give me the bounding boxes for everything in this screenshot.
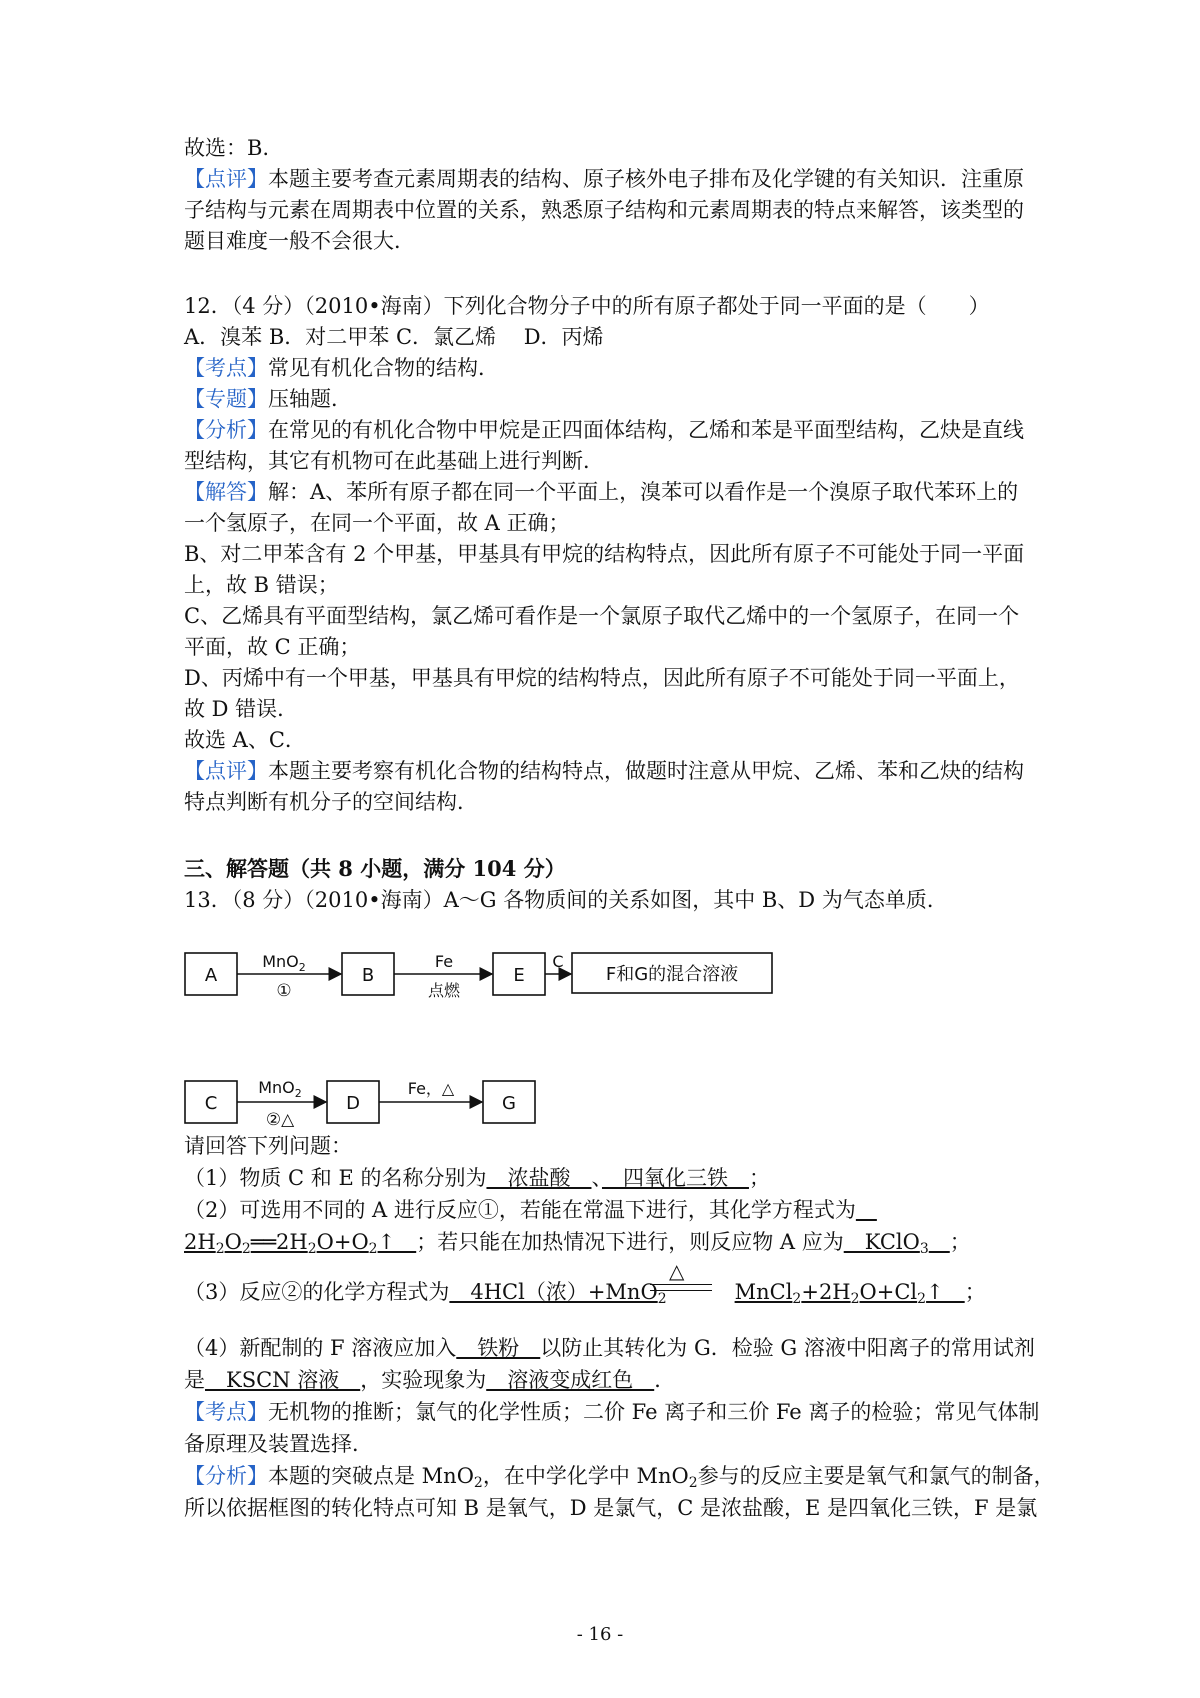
arrow-2-bottom: 点燃 <box>427 981 461 1000</box>
answer-c-name: 浓盐酸 <box>486 1166 592 1190</box>
q12-jieda-line-6: 平面，故 C 正确； <box>184 635 361 659</box>
q12-dianping-text: 本题主要考察有机化合物的结构特点，做题时注意从甲烷、乙烯、苯和乙炔的结构 <box>268 759 1024 783</box>
box-e-label: E <box>513 965 525 986</box>
q11-answer: 故选：B. <box>184 136 270 160</box>
q12-fenxi-line-2: 型结构，其它有机物可在此基础上进行判断． <box>184 449 604 473</box>
q13-part-2-line-2 <box>184 1226 1030 1258</box>
kaodian-tag: 【考点】 <box>184 356 268 380</box>
q12-kaodian <box>184 352 1030 384</box>
box-c-label: C <box>204 1093 218 1114</box>
arrow-4-bottom: ②△ <box>265 1110 295 1130</box>
q13-p2-text: （2）可选用不同的 A 进行反应①，若能在常温下进行，其化学方程式为 <box>184 1198 856 1222</box>
comment-tag: 【点评】 <box>184 167 268 191</box>
answer-a-reactant: KClO$_3$ <box>843 1230 929 1257</box>
q12-zhuanti <box>184 383 1030 415</box>
q13-p3-text: （3）反应②的化学方程式为 <box>184 1280 450 1304</box>
q12-jieda-line-1 <box>184 476 1030 508</box>
q13-kaodian-line-1 <box>184 1396 1040 1428</box>
q13-ask: 请回答下列问题： <box>184 1134 352 1158</box>
q13-p4-text: （4）新配制的 F 溶液应加入 <box>184 1336 457 1360</box>
dianping-tag: 【点评】 <box>184 759 268 783</box>
answer-additive: 铁粉 <box>456 1336 541 1360</box>
q12-kaodian-text: 常见有机化合物的结构． <box>268 356 499 380</box>
q12-jieda-line-2: 一个氢原子，在同一个平面，故 A 正确； <box>184 511 570 535</box>
q13-p1-end: ； <box>748 1166 770 1190</box>
answer-phenomenon: 溶液变成红色 <box>486 1368 655 1392</box>
q13-part-4-line-1 <box>184 1332 1035 1364</box>
q13-p4-end: ． <box>654 1368 676 1392</box>
q12-dianping-line-2: 特点判断有机分子的空间结构． <box>184 790 478 814</box>
q13-p2-blank-start <box>856 1198 877 1222</box>
fenxi-tag: 【分析】 <box>184 418 268 442</box>
arrow-4-top: MnO$_2$ <box>258 1078 302 1100</box>
q13-kaodian-text: 无机物的推断；氯气的化学性质；二价 Fe 离子和三价 Fe 离子的检验；常见气体制 <box>268 1400 1040 1424</box>
q13-part-4-line-2 <box>184 1364 1030 1396</box>
q12-jieda-line-4: 上，故 B 错误； <box>184 573 339 597</box>
q12-dianping-line-1 <box>184 755 1030 787</box>
arrow-5-top: Fe，△ <box>407 1079 455 1098</box>
q13-part-2-line-1 <box>184 1194 1030 1226</box>
box-fg-label: F和G的混合溶液 <box>605 964 739 985</box>
q13-fenxi-text-c: 参与的反应主要是氧气和氯气的制备， <box>697 1464 1055 1488</box>
section-heading: 三、解答题（共 8 小题，满分 104 分） <box>184 856 566 881</box>
arrow-2-top: Fe <box>434 952 454 971</box>
kaodian-tag: 【考点】 <box>184 1400 268 1424</box>
q11-comment-text: 本题主要考查元素周期表的结构、原子核外电子排布及化学键的有关知识．注重原 <box>268 167 1024 191</box>
box-a-label: A <box>204 965 218 986</box>
answer-equation-2: 4HCl（浓）+MnO$_2$ $MnCl_2+2H_2O+Cl_2↑$ <box>449 1280 965 1307</box>
q11-comment-line-3: 题目难度一般不会很大． <box>184 229 415 253</box>
q13-fenxi-text-a: 本题的突破点是 MnO <box>268 1464 474 1488</box>
q12-jieda-line-3: B、对二甲苯含有 2 个甲基，甲基具有甲烷的结构特点，因此所有原子不可能处于同一平面 <box>184 542 1025 566</box>
jieda-tag: 【解答】 <box>184 480 268 504</box>
q13-p4-text-4: ，实验现象为 <box>360 1368 487 1392</box>
q12-options: A．溴苯 B．对二甲苯 C．氯乙烯 D．丙烯 <box>184 325 604 349</box>
answer-e-name: 四氧化三铁 <box>601 1166 749 1190</box>
q13-kaodian-line-2: 备原理及装置选择． <box>184 1432 373 1456</box>
fenxi-tag: 【分析】 <box>184 1464 268 1488</box>
box-b-label: B <box>361 965 375 986</box>
q12-answer: 故选 A、C． <box>184 728 306 752</box>
q13-fenxi-text-b: ，在中学化学中 MnO <box>482 1464 689 1488</box>
q13-p3-end: ； <box>964 1280 986 1304</box>
q11-comment-line-1 <box>184 163 1030 195</box>
q12-fenxi-text: 在常见的有机化合物中甲烷是正四面体结构，乙烯和苯是平面型结构，乙炔是直线 <box>268 418 1024 442</box>
q12-fenxi-line-1 <box>184 414 1030 446</box>
q13-p4-text-3: 是 <box>184 1368 205 1392</box>
answer-reagent: KSCN 溶液 <box>205 1368 361 1392</box>
q12-jieda-line-7: D、丙烯中有一个甲基，甲基具有甲烷的结构特点，因此所有原子不可能处于同一平面上， <box>184 666 1020 690</box>
q12-stem: 12．（4 分）（2010•海南）下列化合物分子中的所有原子都处于同一平面的是（ ） <box>184 294 990 318</box>
arrow-3-top: C <box>552 952 564 971</box>
zhuanti-tag: 【专题】 <box>184 387 268 411</box>
q13-fenxi-line-2: 所以依据框图的转化特点可知 B 是氧气，D 是氯气，C 是浓盐酸，E 是四氧化三铁，F 是氯 <box>184 1496 1038 1520</box>
q13-fenxi-line-1: 【分析】本题的突破点是 MnO$_2$，在中学化学中 MnO$_2$参与的反应主要是氧气和氯气的制备， <box>184 1464 1055 1491</box>
arrow-1-bottom: ① <box>276 981 292 1001</box>
box-d-label: D <box>346 1093 360 1114</box>
q13-part-1 <box>184 1162 1030 1194</box>
q13-p4-text-2: 以防止其转化为 G．检验 G 溶液中阳离子的常用试剂 <box>540 1336 1035 1360</box>
q13-p2-text-2: ；若只能在加热情况下进行，则反应物 A 应为 <box>416 1230 844 1254</box>
q13-stem: 13．（8 分）（2010•海南）A～G 各物质间的关系如图，其中 B、D 为气态单质． <box>184 888 948 912</box>
q13-part-3 <box>184 1276 1030 1308</box>
q13-p2-end: ； <box>949 1230 971 1254</box>
q11-comment-line-2: 子结构与元素在周期表中位置的关系，熟悉原子结构和元素周期表的特点来解答，该类型的 <box>184 198 1024 222</box>
box-g-label: G <box>502 1093 516 1114</box>
q12-jieda-text: 解：A、苯所有原子都在同一个平面上，溴苯可以看作是一个溴原子取代苯环上的 <box>268 480 1019 504</box>
arrow-1-top: MnO$_2$ <box>262 952 306 974</box>
q12-jieda-line-8: 故 D 错误． <box>184 697 299 721</box>
q13-p1-text: （1）物质 C 和 E 的名称分别为 <box>184 1166 487 1190</box>
q12-zhuanti-text: 压轴题． <box>268 387 352 411</box>
reaction-flow-diagram <box>180 948 780 1138</box>
q13-p1-sep: 、 <box>591 1166 602 1190</box>
answer-equation-1: $2H_2O_2══2H_2O+O_2↑$ <box>184 1230 417 1257</box>
heating-symbol: △ <box>669 1259 685 1283</box>
page-number: - 16 - <box>576 1624 624 1645</box>
q12-jieda-line-5: C、乙烯具有平面型结构，氯乙烯可看作是一个氯原子取代乙烯中的一个氢原子，在同一个 <box>184 604 1020 628</box>
